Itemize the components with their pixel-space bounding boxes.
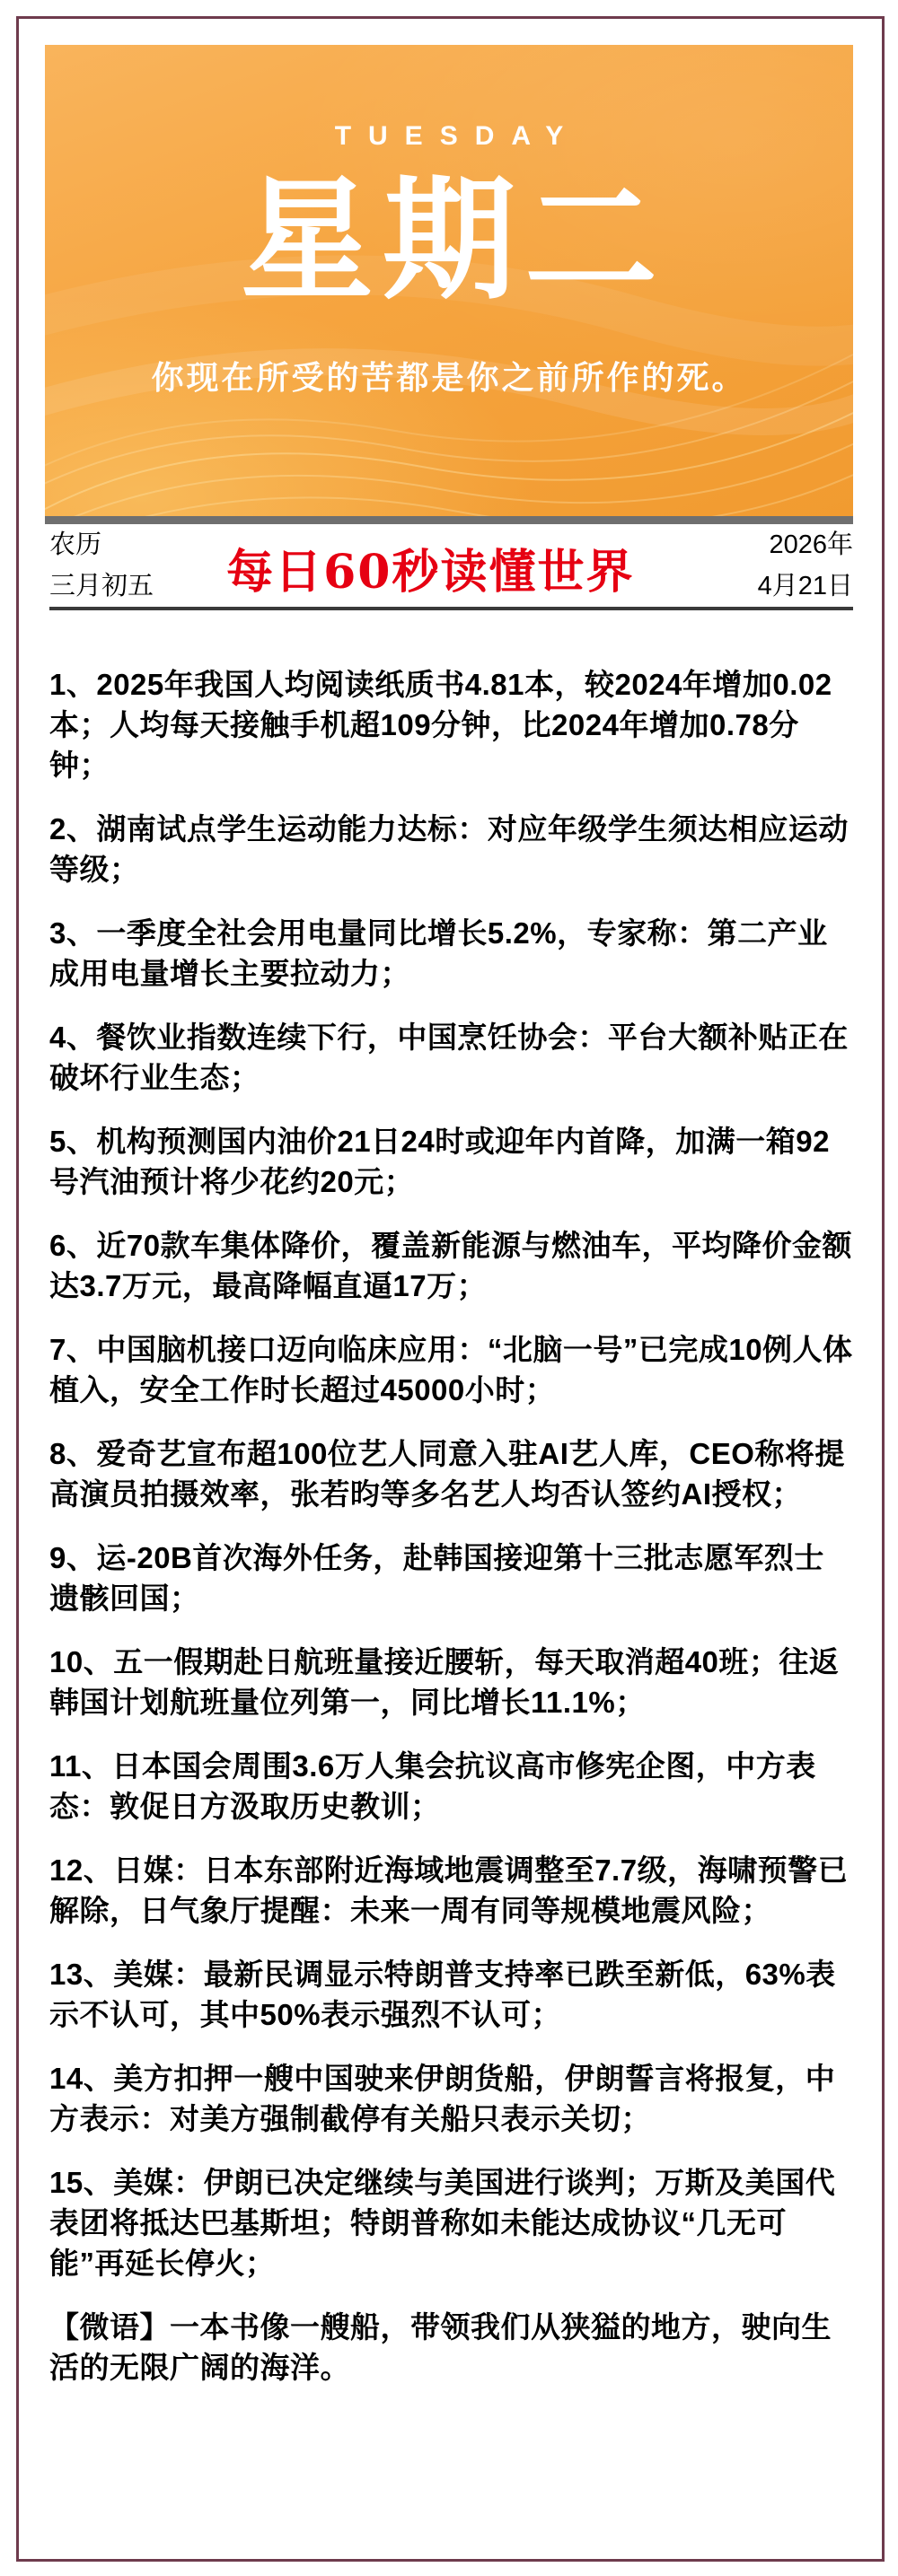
date-label: 4月21日 (757, 572, 853, 600)
news-item: 7、中国脑机接口迈向临床应用：“北脑一号”已完成10例人体植入，安全工作时长超过45000小时； (49, 1333, 853, 1406)
news-item: 4、餐饮业指数连续下行，中国烹饪协会：平台大额补贴正在破坏行业生态； (49, 1021, 849, 1094)
news-item: 10、五一假期赴日航班量接近腰斩，每天取消超40班；往返韩国计划航班量位列第一，同比增长11.1%； (49, 1645, 840, 1719)
weekday-chinese-title: 星期二 (241, 162, 666, 318)
year-label: 2026年 (769, 530, 853, 559)
banner-shadow-strip (45, 516, 853, 524)
news-item: 15、美媒：伊朗已决定继续与美国进行谈判；万斯及美国代表团将抵达巴基斯坦；特朗普称如未能达成协议“几无可能”再延长停火； (49, 2166, 836, 2280)
daily-title: 每日60秒读懂世界 (226, 544, 635, 600)
news-item: 12、日媒：日本东部附近海域地震调整至7.7级，海啸预警已解除，日气象厅提醒：未来一周有同等规模地震风险； (49, 1853, 849, 1927)
lunar-label: 农历 (49, 530, 102, 559)
weekday-english-label: TUESDAY (334, 121, 581, 151)
lunar-date-column (49, 528, 154, 607)
banner-quote: 你现在所受的苦都是你之前所作的死。 (151, 359, 747, 396)
news-item: 3、一季度全社会用电量同比增长5.2%，专家称：第二产业成用电量增长主要拉动力； (49, 916, 828, 990)
news-item: 11、日本国会周围3.6万人集会抗议高市修宪企图，中方表态：敦促日方汲取历史教训； (49, 1749, 816, 1823)
date-bar (49, 528, 853, 607)
news-list (49, 664, 853, 2388)
news-item: 5、机构预测国内油价21日24时或迎年内首降，加满一箱92号汽油预计将少花约20元； (49, 1125, 830, 1198)
news-item: 13、美媒：最新民调显示特朗普支持率已跌至新低，63%表示不认可，其中50%表示强烈不认可； (49, 1958, 836, 2031)
header-banner (45, 45, 853, 516)
lunar-date: 三月初五 (49, 572, 154, 600)
footer-micro-quote: 【微语】一本书像一艘船，带领我们从狭獈的地方，驶向生活的无限广阔的海洋。 (49, 2310, 832, 2384)
news-item: 1、2025年我国人均阅读纸质书4.81本，较2024年增加0.02本；人均每天接触手机超109分钟，比2024年增加0.78分钟； (49, 668, 832, 782)
banner-content (45, 45, 853, 399)
news-item: 8、爱奇艺宣布超100位艺人同意入驻AI艺人库，CEO称将提高演员拍摄效率，张若昀等多名艺人均否认签约AI授权； (49, 1437, 845, 1511)
date-divider-line (49, 607, 853, 610)
gregorian-date-column (758, 528, 853, 607)
news-item: 9、运-20B首次海外任务，赴韩国接迎第十三批志愿军烈士遗骸回国； (49, 1541, 824, 1615)
news-item: 14、美方扣押一艘中国驶来伊朗货船，伊朗誓言将报复，中方表示：对美方强制截停有关船只表示关切； (49, 2062, 836, 2135)
news-item: 6、近70款车集体降价，覆盖新能源与燃油车，平均降价金额达3.7万元，最高降幅直逼17万； (49, 1229, 853, 1302)
news-item: 2、湖南试点学生运动能力达标：对应年级学生须达相应运动等级； (49, 812, 849, 886)
